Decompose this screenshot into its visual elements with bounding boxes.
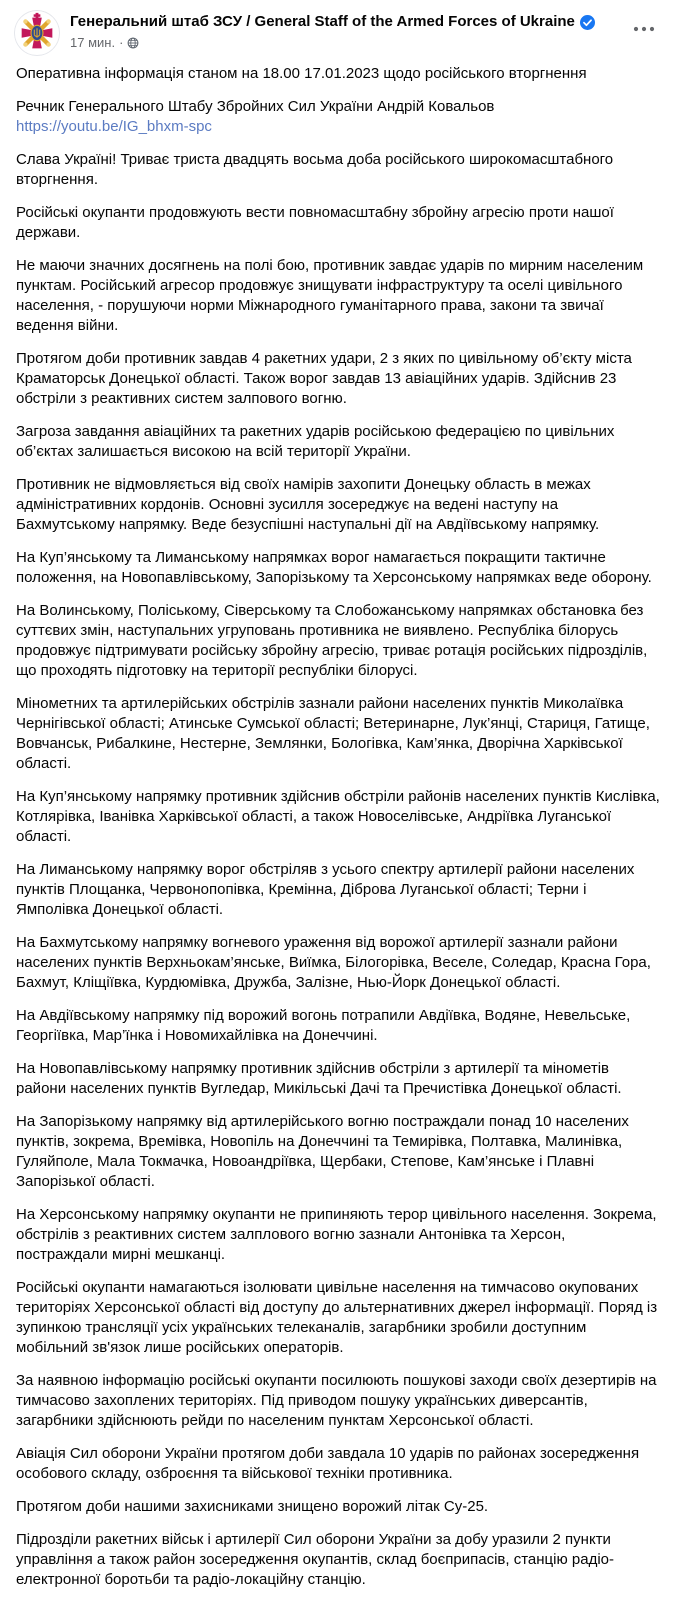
paragraph-text: На Запорізькому напрямку від артилерійського вогню постраждали понад 10 населених пунктів, зокрема, Времівка, Новопіль на Донеччині та Темирівка, Полтавка, Малинівка, Гуляйполе, Мала Токмачка, Новоандріївка, Щербаки, Степове, Кам’янське і Плавні Запорізької області. [16, 1113, 629, 1190]
paragraph-text: За наявною інформацію російські окупанти посилюють пошукові заходи своїх дезертирів на тимчасово захоплених територіях. Під приводом пошуку українських диверсантів, загарбники здійснюють рейди по населеним пунктам Херсонської області. [16, 1372, 657, 1429]
verified-badge-icon [580, 15, 595, 30]
paragraph-text: Речник Генерального Штабу Збройних Сил України Андрій Ковальов [16, 98, 495, 115]
post-paragraph [16, 1371, 660, 1431]
paragraph-text: Оперативна інформація станом на 18.00 17.01.2023 щодо російського вторгнення [16, 65, 587, 82]
header-info [70, 10, 624, 51]
post-paragraph [16, 1112, 660, 1192]
post-paragraph [16, 475, 660, 535]
post-options-button[interactable] [624, 14, 660, 38]
post-paragraph [16, 933, 660, 993]
meta-dot-separator: · [119, 35, 124, 50]
paragraph-text: Протягом доби нашими захисниками знищено ворожий літак Су-25. [16, 1498, 489, 1515]
post-meta-row [70, 35, 624, 51]
ellipsis-menu-icon [632, 24, 656, 34]
post-paragraph [16, 548, 660, 588]
paragraph-text: Слава Україні! Триває триста двадцять восьма доба російського широкомасштабного вторгнення. [16, 151, 614, 188]
post-paragraph [16, 1497, 660, 1517]
page-name-row [70, 12, 624, 32]
paragraph-text: На Бахмутському напрямку вогневого ураження від ворожої артилерії зазнали райони населених пунктів Верхньокам’янське, Виїмка, Білогорівка, Веселе, Соледар, Красна Гора, Бахмут, Кліщіївка, Курдюмівка, Дружба, Залізне, Нью-Йорк Донецької області. [16, 934, 651, 991]
page-name-link[interactable]: Генеральний штаб ЗСУ / General Staff of the Armed Forces of Ukraine [70, 13, 575, 30]
post-paragraph [16, 1530, 660, 1590]
paragraph-text: Противник не відмовляється від своїх намірів захопити Донецьку область в межах адміністративних кордонів. Основні зусилля зосереджує на ведені наступу на Бахмутському напрямку. Веде безуспішні наступальні дії на Авдіївському напрямку. [16, 476, 600, 533]
post-paragraph [16, 694, 660, 774]
post-paragraph [16, 1278, 660, 1358]
post-header [0, 0, 676, 60]
paragraph-text: Підрозділи ракетних військ і артилерії Сил оборони України за добу уразили 2 пункти управління а також район зосередження окупантів, склад боєприпасів, станцію радіо-електронної боротьби та радіо-локаційну станцію. [16, 1531, 615, 1588]
paragraph-text: Російські окупанти продовжують вести повномасштабну збройну агресію проти нашої держави. [16, 204, 614, 241]
post-paragraph [16, 1444, 660, 1484]
post-paragraph [16, 349, 660, 409]
paragraph-text: На Волинському, Поліському, Сіверському та Слобожанському напрямках обстановка без суттєвих змін, наступальних угруповань противника не виявлено. Республіка білорусь продовжує підтримувати російську збройну агресію, триває ротація російських підрозділів, що проходять підготовку на території республіки білорусі. [16, 602, 648, 679]
post-paragraph [16, 601, 660, 681]
post-paragraph [16, 1006, 660, 1046]
post-paragraph [16, 150, 660, 190]
post-link[interactable]: https://youtu.be/IG_bhxm-spc [16, 118, 212, 135]
paragraph-text: Протягом доби противник завдав 4 ракетних удари, 2 з яких по цивільному об’єкту міста Краматорськ Донецької області. Також ворог завдав 13 авіаційних ударів. Здійснив 23 обстріли з реактивних систем залпового вогню. [16, 350, 632, 407]
page-avatar[interactable] [14, 10, 60, 56]
post-paragraph [16, 787, 660, 847]
paragraph-text: На Куп’янському та Лиманському напрямках ворог намагається покращити тактичне положення, на Новопавлівському, Запорізькому та Херсонському напрямках веде оборону. [16, 549, 652, 586]
globe-privacy-icon [127, 37, 139, 49]
post-paragraph [16, 97, 660, 137]
post-paragraph [16, 64, 660, 84]
paragraph-text: Авіація Сил оборони України протягом доби завдала 10 ударів по районах зосередження особового складу, озброєння та військової техніки противника. [16, 1445, 640, 1482]
paragraph-text: На Авдіївському напрямку під ворожий вогонь потрапили Авдіївка, Водяне, Невельське, Георгіївка, Мар’їнка і Новомихайлівка на Донеччині. [16, 1007, 631, 1044]
paragraph-text: Загроза завдання авіаційних та ракетних ударів російською федерацією по цивільних об’єктах залишається високою на всій території України. [16, 423, 615, 460]
post-body [0, 60, 676, 1598]
post-paragraph [16, 860, 660, 920]
paragraph-text: Російські окупанти намагаються ізолювати цивільне населення на тимчасово окупованих територіях Херсонської області від доступу до альтернативних джерел інформації. Поряд із зупинкою трансляції усіх українських телеканалів, загарбники зробили доступним мобільний зв'язок лише російських операторів. [16, 1279, 658, 1356]
post-paragraph [16, 1059, 660, 1099]
paragraph-text: На Лиманському напрямку ворог обстріляв з усього спектру артилерії райони населених пунктів Площанка, Червонопопівка, Кремінна, Діброва Луганської області; Терни і Ямполівка Донецької області. [16, 861, 635, 918]
paragraph-text: Мінометних та артилерійських обстрілів зазнали райони населених пунктів Миколаївка Чернігівської області; Атинське Сумської області; Ветеринарне, Лук’янці, Стариця, Гатище, Вовчанськ, Рибалкине, Нестерне, Землянки, Бологівка, Кам’янка, Дворічна Харківської області. [16, 695, 650, 772]
paragraph-text: На Херсонському напрямку окупанти не припиняють терор цивільного населення. Зокрема, обстрілів з реактивних систем залплового вогню зазнали Антонівка та Херсон, постраждали мирні мешканці. [16, 1206, 657, 1263]
post-paragraph [16, 256, 660, 336]
post-paragraph [16, 422, 660, 462]
post-paragraph [16, 203, 660, 243]
post-paragraph [16, 1205, 660, 1265]
paragraph-text: Не маючи значних досягнень на полі бою, противник завдає ударів по мирним населеним пунктам. Російський агресор продовжує знищувати інфраструктуру та оселі цивільного населення, - порушуючи норми Міжнародного гуманітарного права, закони та звичаї ведення війни. [16, 257, 644, 334]
general-staff-emblem-icon [14, 10, 60, 56]
paragraph-text: На Новопавлівському напрямку противник здійснив обстріли з артилерії та мінометів райони населених пунктів Вугледар, Микільські Дачі та Пречистівка Донецької області. [16, 1060, 622, 1097]
post-timestamp[interactable]: 17 мин. [70, 35, 116, 50]
paragraph-text: На Куп’янському напрямку противник здійснив обстріли районів населених пунктів Кислівка, Котлярівка, Іванівка Харківської області, а також Новоселівське, Андріївка Луганської області. [16, 788, 660, 845]
